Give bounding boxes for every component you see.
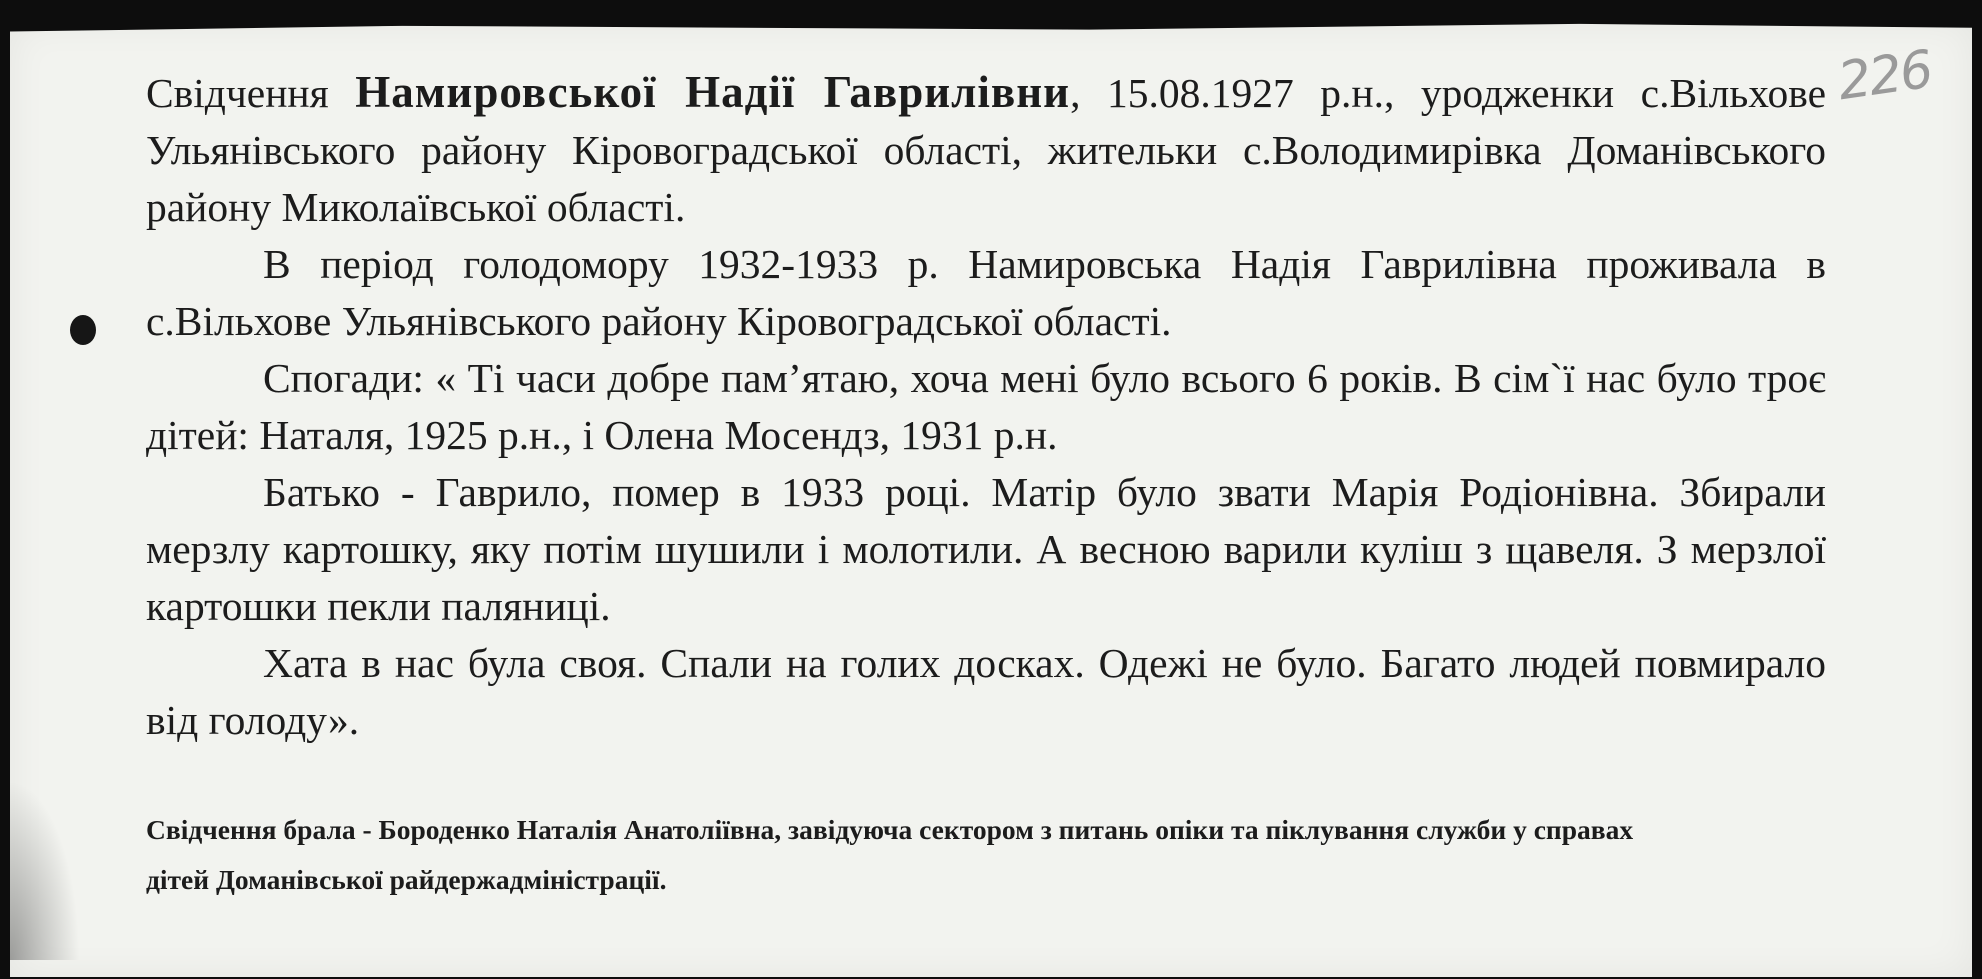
header-details-line3: с.Володимирівка Доманівського району Миколаївської області. [146, 127, 1827, 230]
subject-name: Намировської Надії Гаврилівни [355, 67, 1071, 117]
header-prefix: Свідчення [146, 70, 329, 116]
corner-smudge [10, 780, 80, 960]
header-details-line2: с.Вільхове Ульянівського району Кіровоградської області, жительки [146, 70, 1826, 173]
testimony-body [146, 64, 1826, 749]
handwritten-page-number: 226 [1834, 39, 1935, 113]
recorder-note-line1: Свідчення брала - Бороденко Наталія Анатоліївна, завідуюча сектором з питань опіки та піклування служби у справах [146, 814, 1634, 845]
paragraph-memories: Спогади: « Ті часи добре пам’ятаю, хоча мені було всього 6 років. В сім`ї нас було троє дітей: Наталя, 1925 р.н., і Олена Мосендз, 1931 р.н. [146, 355, 1826, 458]
testimony-header [146, 64, 1826, 236]
paragraph-period: В період голодомору 1932-1933 р. Намировська Надія Гаврилівна проживала в с.Вільхове Ульянівського району Кіровоградської області. [146, 241, 1826, 344]
recorder-note-line2: дітей Доманівської райдержадміністрації. [146, 864, 667, 895]
punch-hole [70, 315, 96, 345]
recorder-note [146, 805, 1826, 905]
paragraph-home: Хата в нас була своя. Спали на голих досках. Одежі не було. Багато людей повмирало від голоду». [146, 640, 1826, 743]
paragraph-family: Батько - Гаврило, помер в 1933 році. Матір було звати Марія Родіонівна. Збирали мерзлу картошку, яку потім шушили і молотили. А весною варили куліш з щавеля. З мерзлої картошки пекли паляниці. [146, 469, 1826, 629]
header-details-line1: , 15.08.1927 р.н., уродженки [1070, 70, 1615, 116]
